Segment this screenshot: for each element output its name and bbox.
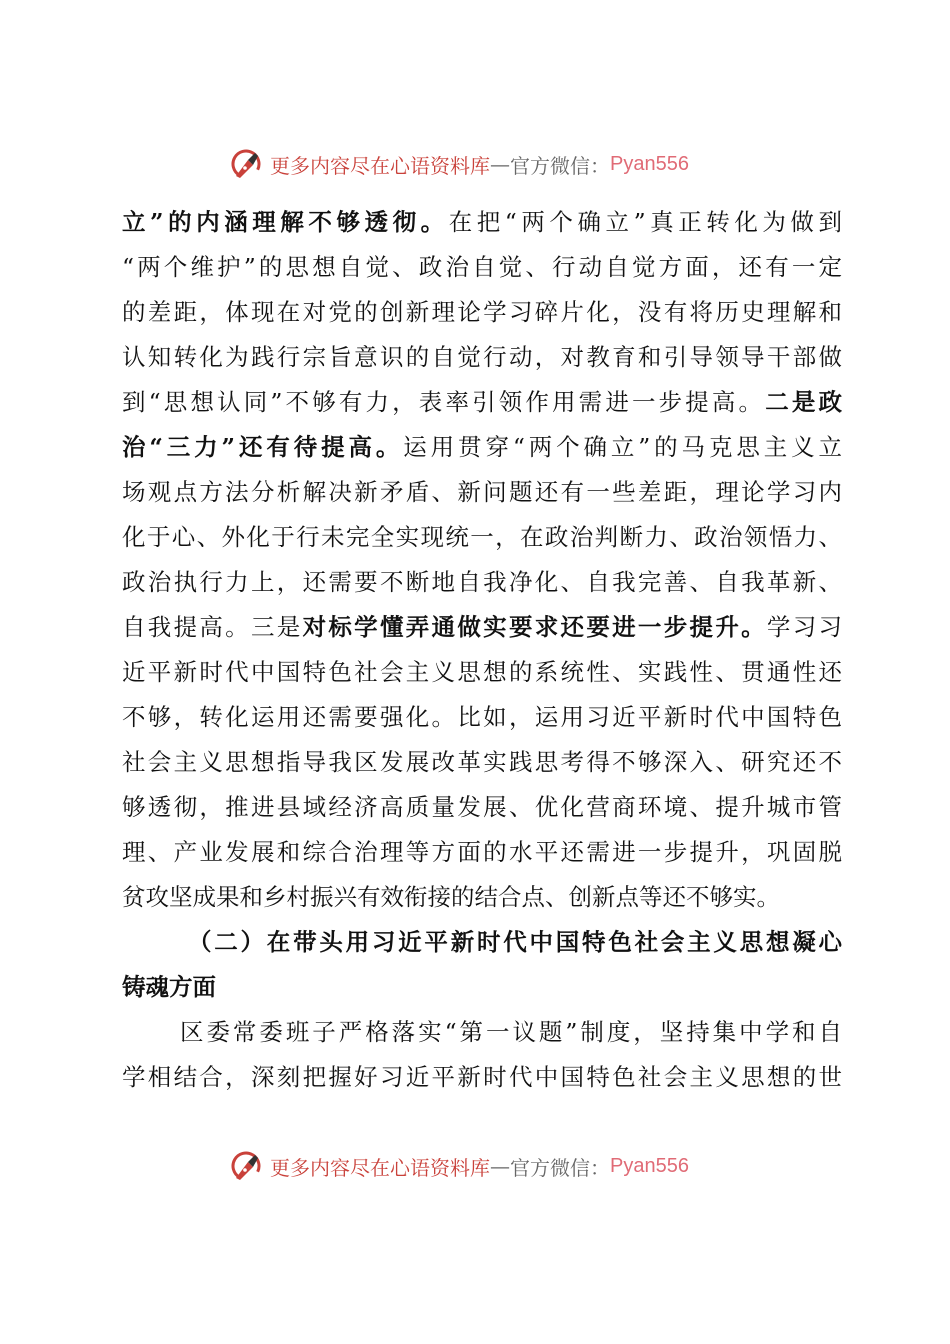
bold-phrase: 对标学懂弄通做实要求还要进一步提升。 bbox=[302, 613, 767, 641]
document-body bbox=[122, 200, 842, 1100]
banner-library-text: 更多内容尽在心语资料库 bbox=[270, 1155, 490, 1180]
banner-wechat-label: 官方微信： bbox=[510, 153, 610, 178]
banner-dash: — bbox=[490, 152, 510, 176]
text-line: “两个维护”的思想自觉、政治自觉、行动自觉方面，还有一定 bbox=[122, 253, 842, 281]
section-heading-continued: 铸魂方面 bbox=[122, 973, 216, 1001]
bold-phrase: 立”的内涵理解不够透彻。 bbox=[122, 208, 449, 236]
text-line: 贫攻坚成果和乡村振兴有效衔接的结合点、创新点等还不够实。 bbox=[122, 883, 780, 911]
bold-phrase: 二是政 bbox=[765, 388, 842, 416]
banner-library-text: 更多内容尽在心语资料库 bbox=[270, 153, 490, 178]
pen-nib-logo-icon bbox=[228, 146, 264, 182]
text-run: 在把“两个确立”真正转化为做到 bbox=[448, 208, 842, 236]
text-line: 政治执行力上，还需要不断地自我净化、自我完善、自我革新、 bbox=[122, 568, 842, 596]
banner-wechat-id: Pyan556 bbox=[610, 1154, 689, 1177]
text-line bbox=[122, 200, 842, 245]
banner-wechat-label: 官方微信： bbox=[510, 1155, 610, 1180]
text-line bbox=[122, 380, 842, 425]
text-line: 认知转化为践行宗旨意识的自觉行动，对教育和引导领导干部做 bbox=[122, 343, 842, 371]
text-line: 场观点方法分析解决新矛盾、新问题还有一些差距，理论学习内 bbox=[122, 478, 842, 506]
paragraph-first-line: 区委常委班子严格落实“第一议题”制度，坚持集中学和自 bbox=[180, 1018, 842, 1046]
header-watermark-banner bbox=[228, 144, 748, 184]
text-line: 理、产业发展和综合治理等方面的水平还需进一步提升，巩固脱 bbox=[122, 838, 842, 866]
banner-wechat-id: Pyan556 bbox=[610, 152, 689, 175]
text-line: 够透彻，推进县域经济高质量发展、优化营商环境、提升城市管 bbox=[122, 793, 842, 821]
text-run: 运用贯穿“两个确立”的马克思主义立 bbox=[403, 433, 842, 461]
bold-phrase: 治“三力”还有待提高。 bbox=[122, 433, 404, 461]
text-line: 社会主义思想指导我区发展改革实践思考得不够深入、研究还不 bbox=[122, 748, 842, 776]
text-line bbox=[122, 425, 842, 470]
pen-nib-logo-icon bbox=[228, 1148, 264, 1184]
text-line: 的差距，体现在对党的创新理论学习碎片化，没有将历史理解和 bbox=[122, 298, 842, 326]
text-line bbox=[122, 605, 842, 650]
text-run: 到“思想认同”不够有力，表率引领作用需进一步提高。 bbox=[122, 388, 766, 416]
text-line: 近平新时代中国特色社会主义思想的系统性、实践性、贯通性还 bbox=[122, 658, 842, 686]
text-run: 学习习 bbox=[766, 613, 842, 641]
text-run: 自我提高。三是 bbox=[122, 613, 303, 641]
banner-dash: — bbox=[490, 1154, 510, 1178]
text-line: 学相结合，深刻把握好习近平新时代中国特色社会主义思想的世 bbox=[122, 1063, 842, 1091]
text-line: 化于心、外化于行未完全实现统一，在政治判断力、政治领悟力、 bbox=[122, 523, 842, 551]
text-line: 不够，转化运用还需要强化。比如，运用习近平新时代中国特色 bbox=[122, 703, 842, 731]
section-heading: （二）在带头用习近平新时代中国特色社会主义思想凝心 bbox=[188, 928, 842, 956]
footer-watermark-banner bbox=[228, 1146, 748, 1186]
